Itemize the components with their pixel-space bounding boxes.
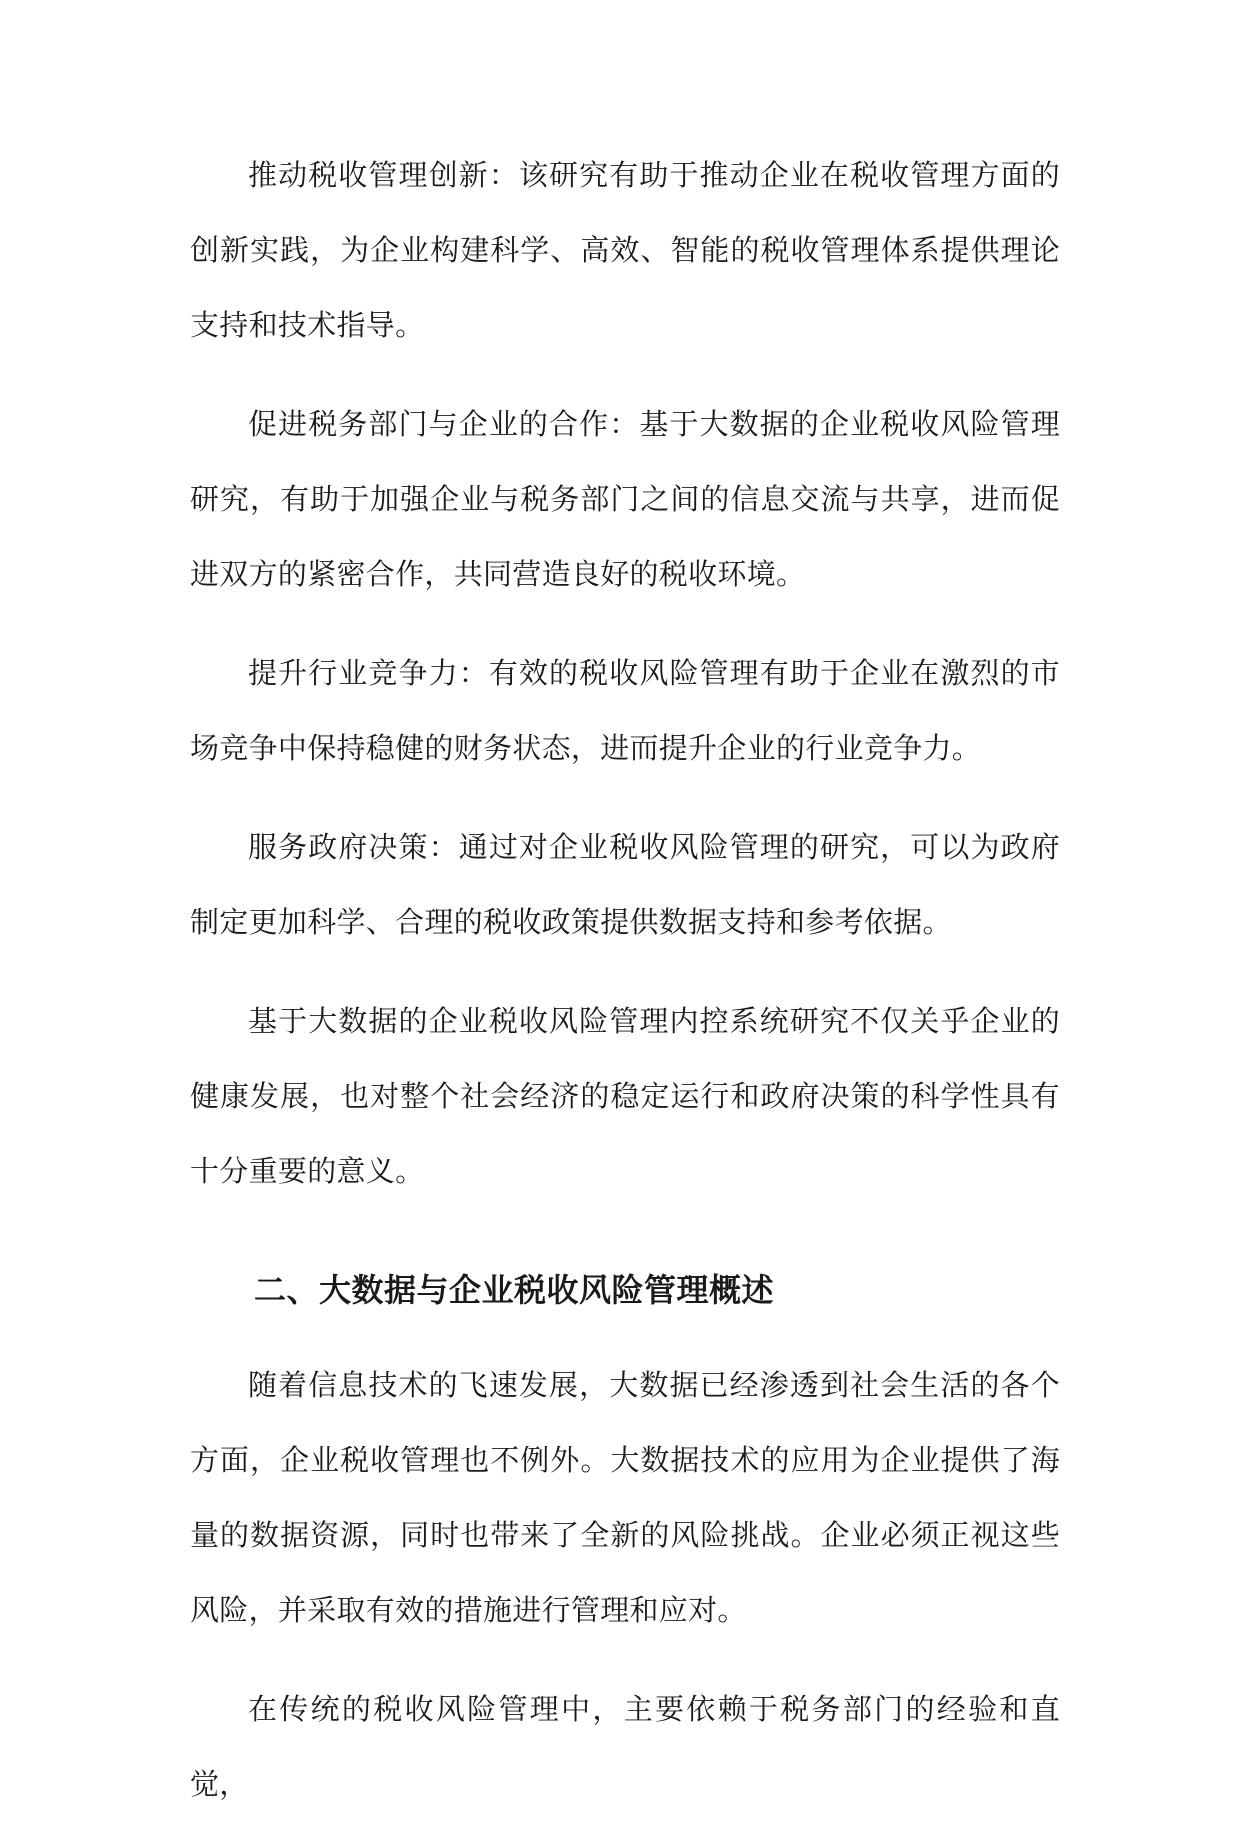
document-body	[190, 138, 1060, 1846]
paragraph-cooperation: 促进税务部门与企业的合作：基于大数据的企业税收风险管理研究，有助于加强企业与税务部门之间的信息交流与共享，进而促进双方的紧密合作，共同营造良好的税收环境。	[190, 407, 1060, 591]
section-heading: 二、大数据与企业税收风险管理概述	[254, 1271, 775, 1309]
paragraph-big-data-intro: 随着信息技术的飞速发展，大数据已经渗透到社会生活的各个方面，企业税收管理也不例外。大数据技术的应用为企业提供了海量的数据资源，同时也带来了全新的风险挑战。企业必须正视这些风险，并采取有效的措施进行管理和应对。	[190, 1368, 1060, 1627]
paragraph-significance: 基于大数据的企业税收风险管理内控系统研究不仅关乎企业的健康发展，也对整个社会经济的稳定运行和政府决策的科学性具有十分重要的意义。	[190, 1004, 1060, 1188]
paragraph-government-decision: 服务政府决策：通过对企业税收风险管理的研究，可以为政府制定更加科学、合理的税收政策提供数据支持和参考依据。	[190, 830, 1060, 939]
paragraph-competitiveness: 提升行业竞争力：有效的税收风险管理有助于企业在激烈的市场竞争中保持稳健的财务状态，进而提升企业的行业竞争力。	[190, 656, 1060, 765]
paragraph-traditional-management: 在传统的税收风险管理中，主要依赖于税务部门的经验和直觉，	[190, 1692, 1060, 1801]
paragraph-tax-innovation: 推动税收管理创新：该研究有助于推动企业在税收管理方面的创新实践，为企业构建科学、高效、智能的税收管理体系提供理论支持和技术指导。	[190, 158, 1060, 342]
